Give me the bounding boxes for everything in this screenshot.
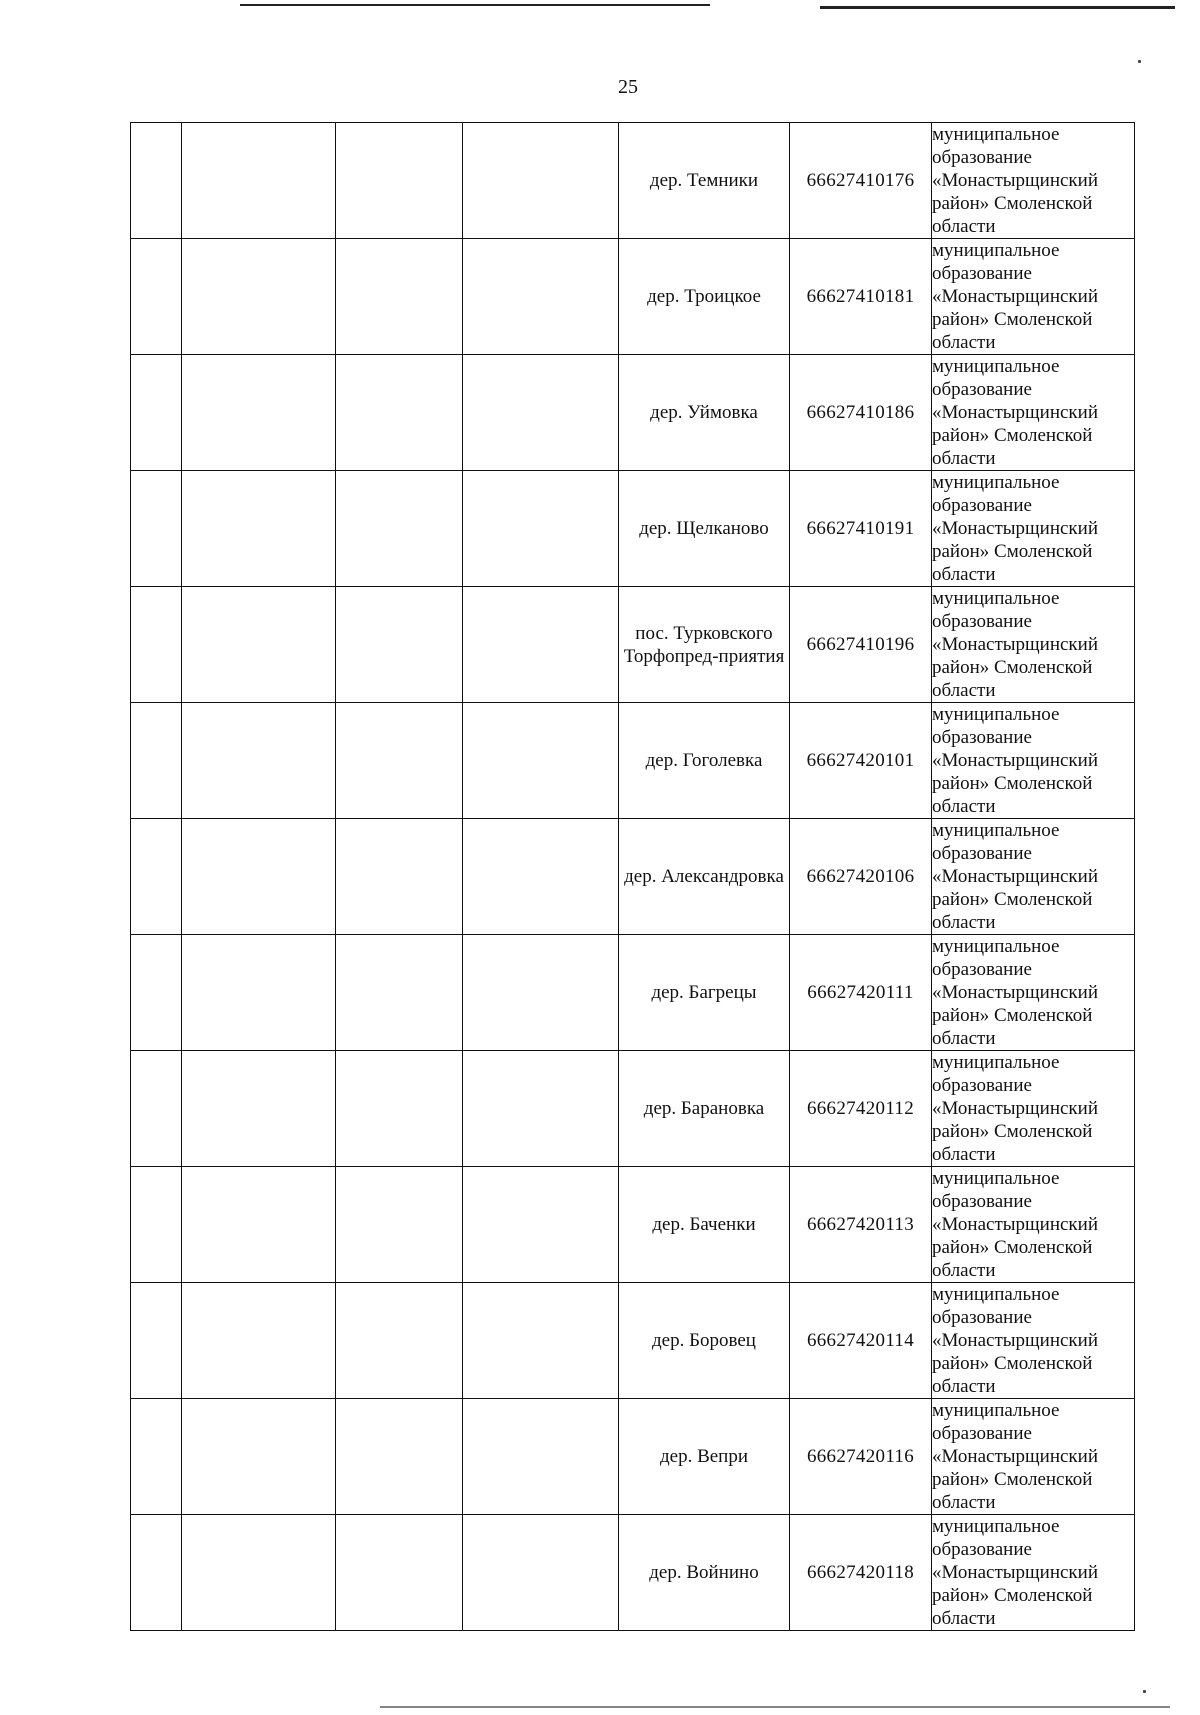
cell-code: 66627410186 [790,355,932,471]
cell-municipality: муниципальное образование «Монастырщинский район» Смоленской области [932,1051,1135,1167]
cell-number [131,1515,182,1631]
cell-col4 [463,1051,619,1167]
cell-col3 [336,819,463,935]
table-row [131,1515,1135,1631]
cell-col2 [182,819,336,935]
cell-col4 [463,1167,619,1283]
cell-code: 66627420106 [790,819,932,935]
cell-col3 [336,1167,463,1283]
cell-settlement: пос. Турковского Торфопред-приятия [619,587,790,703]
cell-col4 [463,471,619,587]
cell-code: 66627410181 [790,239,932,355]
cell-col2 [182,1399,336,1515]
scan-artifact-speck-bottom [1143,1690,1146,1693]
cell-municipality: муниципальное образование «Монастырщинский район» Смоленской области [932,1167,1135,1283]
cell-number [131,819,182,935]
cell-col3 [336,1515,463,1631]
table-row [131,1167,1135,1283]
cell-col3 [336,239,463,355]
cell-col2 [182,355,336,471]
cell-municipality: муниципальное образование «Монастырщинский район» Смоленской области [932,587,1135,703]
cell-col4 [463,1399,619,1515]
cell-col2 [182,1515,336,1631]
cell-col4 [463,355,619,471]
cell-code: 66627420112 [790,1051,932,1167]
cell-col4 [463,819,619,935]
cell-number [131,239,182,355]
table-row [131,471,1135,587]
cell-number [131,123,182,239]
cell-municipality: муниципальное образование «Монастырщинский район» Смоленской области [932,935,1135,1051]
cell-col3 [336,935,463,1051]
cell-municipality: муниципальное образование «Монастырщинский район» Смоленской области [932,1515,1135,1631]
cell-code: 66627420114 [790,1283,932,1399]
scan-artifact-top-right [820,6,1175,9]
cell-col3 [336,123,463,239]
cell-col2 [182,123,336,239]
cell-settlement: дер. Уймовка [619,355,790,471]
cell-number [131,1051,182,1167]
settlement-register-table [130,122,1135,1631]
cell-settlement: дер. Щелканово [619,471,790,587]
cell-municipality: муниципальное образование «Монастырщинский район» Смоленской области [932,471,1135,587]
cell-settlement: дер. Баченки [619,1167,790,1283]
cell-col2 [182,1167,336,1283]
table-row [131,1283,1135,1399]
cell-settlement: дер. Войнино [619,1515,790,1631]
cell-code: 66627420118 [790,1515,932,1631]
table-row [131,587,1135,703]
cell-col3 [336,1051,463,1167]
cell-settlement: дер. Барановка [619,1051,790,1167]
table-row [131,123,1135,239]
cell-col2 [182,239,336,355]
cell-settlement: дер. Троицкое [619,239,790,355]
cell-number [131,935,182,1051]
cell-col3 [336,1283,463,1399]
cell-col2 [182,471,336,587]
cell-col4 [463,935,619,1051]
cell-col3 [336,587,463,703]
cell-code: 66627420111 [790,935,932,1051]
cell-number [131,1399,182,1515]
cell-col4 [463,239,619,355]
cell-number [131,355,182,471]
cell-code: 66627420113 [790,1167,932,1283]
cell-number [131,1283,182,1399]
cell-municipality: муниципальное образование «Монастырщинский район» Смоленской области [932,819,1135,935]
table-row [131,355,1135,471]
cell-col2 [182,935,336,1051]
cell-municipality: муниципальное образование «Монастырщинский район» Смоленской области [932,239,1135,355]
cell-number [131,471,182,587]
cell-code: 66627410176 [790,123,932,239]
table-row [131,1051,1135,1167]
cell-code: 66627410196 [790,587,932,703]
table-row [131,239,1135,355]
page-number: 25 [618,76,638,98]
scan-artifact-top-left [240,4,710,6]
cell-col4 [463,587,619,703]
cell-col3 [336,1399,463,1515]
cell-col3 [336,471,463,587]
cell-settlement: дер. Темники [619,123,790,239]
cell-settlement: дер. Гоголевка [619,703,790,819]
cell-col2 [182,1283,336,1399]
scan-artifact-bottom [380,1706,1170,1708]
cell-number [131,703,182,819]
cell-col2 [182,703,336,819]
cell-col2 [182,1051,336,1167]
cell-settlement: дер. Александровка [619,819,790,935]
cell-settlement: дер. Боровец [619,1283,790,1399]
cell-col4 [463,1283,619,1399]
cell-col3 [336,355,463,471]
cell-number [131,587,182,703]
table-row [131,703,1135,819]
cell-municipality: муниципальное образование «Монастырщинский район» Смоленской области [932,1399,1135,1515]
cell-code: 66627420101 [790,703,932,819]
cell-code: 66627410191 [790,471,932,587]
cell-col4 [463,123,619,239]
cell-code: 66627420116 [790,1399,932,1515]
scan-artifact-speck [1138,60,1141,63]
cell-col3 [336,703,463,819]
cell-col4 [463,703,619,819]
cell-municipality: муниципальное образование «Монастырщинский район» Смоленской области [932,1283,1135,1399]
cell-col4 [463,1515,619,1631]
cell-municipality: муниципальное образование «Монастырщинский район» Смоленской области [932,703,1135,819]
table-row [131,1399,1135,1515]
table-row [131,819,1135,935]
cell-col2 [182,587,336,703]
table-row [131,935,1135,1051]
cell-municipality: муниципальное образование «Монастырщинский район» Смоленской области [932,123,1135,239]
table-body [131,123,1135,1631]
cell-settlement: дер. Багрецы [619,935,790,1051]
cell-municipality: муниципальное образование «Монастырщинский район» Смоленской области [932,355,1135,471]
cell-number [131,1167,182,1283]
cell-settlement: дер. Вепри [619,1399,790,1515]
